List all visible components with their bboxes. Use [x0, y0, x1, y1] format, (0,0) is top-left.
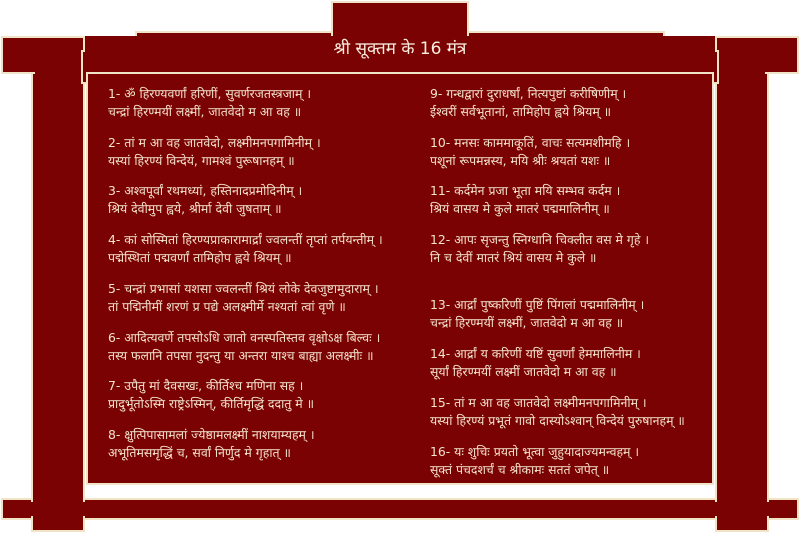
verse-line: 2- तां म आ वह जातवेदो, लक्ष्मीमनपगामिनीम् । — [108, 135, 321, 150]
right-fill — [719, 42, 765, 512]
verse-10 — [430, 134, 630, 170]
left-fill — [35, 42, 81, 512]
verse-line: 4- कां सोस्मितां हिरण्यप्राकारामार्द्रां ज्वलन्तीं तृप्तां तर्पयन्तीम् । — [108, 232, 383, 247]
verse-13 — [430, 296, 644, 332]
verse-line: 15- तां म आ वह जातवेदो लक्ष्मीमनपगामिनीम् । — [430, 395, 647, 410]
verse-line: तां पद्मिनीमीं शरणं प्र पद्ये अलक्ष्मीर्मे नश्यतां त्वां वृणे ॥ — [108, 299, 346, 314]
verse-line: 13- आर्द्रां पुष्करिणीं पुष्टिं पिंगलां पद्ममालिनीम् । — [430, 297, 645, 312]
verse-5 — [108, 280, 379, 316]
verse-4 — [108, 231, 383, 267]
verse-line: 1- ॐ हिरण्यवर्णां हरिणीं, सुवर्णरजतस्त्रजाम् । — [108, 86, 312, 101]
verse-line: सूक्तं पंचदशर्चं च श्रीकामः सततं जपेत् ॥ — [430, 462, 610, 477]
verse-line: सूर्यां हिरण्मयीं लक्ष्मीं जातवेदो म आ वह ॥ — [430, 364, 617, 379]
verse-line: 14- आर्द्रां य करिणीं यष्टिं सुवर्णां हेममालिनीम । — [430, 346, 641, 361]
bottom-fill — [5, 502, 795, 516]
verse-line: 12- आपः सृजन्तु स्निग्धानि चिक्लीत वस मे गृहे । — [430, 232, 650, 247]
verse-line: यस्यां हिरण्यं विन्देयं, गामश्वं पुरूषानहम् ॥ — [108, 153, 295, 168]
page-title: श्री सूक्तम के 16 मंत्र — [333, 39, 467, 59]
verse-6 — [108, 329, 380, 365]
verse-line: 6- आदित्यवर्णे तपसोऽधि जातो वनस्पतिस्तव वृक्षोऽक्ष बिल्वः । — [108, 330, 381, 345]
verse-2 — [108, 134, 321, 170]
verse-line: तस्य फलानि तपसा नुदन्तु या अन्तरा याश्च बाह्या अलक्ष्मीः ॥ — [108, 348, 374, 363]
verse-line: 8- क्षुत्पिपासामलां ज्येष्ठामलक्ष्मीं नाशयाम्यहम् । — [108, 427, 315, 442]
verse-line: पद्मेस्थितां पद्मवर्णां तामिहोप ह्वये श्रियम् ॥ — [108, 250, 292, 265]
verse-line: 11- कर्दमेन प्रजा भूता मयि सम्भव कर्दम । — [430, 183, 621, 198]
verse-16 — [430, 443, 639, 479]
verse-1 — [108, 85, 311, 121]
verse-9 — [430, 85, 626, 121]
verse-line: चन्द्रां हिरण्मयीं लक्ष्मीं, जातवेदो म आ वह ॥ — [430, 315, 624, 330]
verse-14 — [430, 345, 641, 381]
left-base-fill — [35, 500, 81, 528]
verse-3 — [108, 182, 302, 218]
verse-line: 5- चन्द्रां प्रभासां यशसा ज्वलन्तीं श्रियं लोके देवजुष्टामुदाराम् । — [108, 281, 379, 296]
verse-15 — [430, 394, 685, 430]
verse-7 — [108, 377, 314, 413]
verse-line: नि च देवीं मातरं श्रियं वासय मे कुले ॥ — [430, 250, 597, 265]
right-base-fill — [719, 500, 765, 528]
verse-11 — [430, 182, 620, 218]
verse-8 — [108, 426, 315, 462]
verse-line: 10- मनसः काममाकूतिं, वाचः सत्यमशीमहि । — [430, 135, 631, 150]
verse-line: प्रादुर्भूतोऽस्मि राष्ट्रेऽस्मिन्, कीर्तिमृद्धिं ददातु मे ॥ — [108, 396, 315, 411]
verse-line: चन्द्रां हिरण्मयीं लक्ष्मीं, जातवेदो म आ वह ॥ — [108, 104, 302, 119]
verse-line: अभूतिमसमृद्धिं च, सर्वां निर्णुद मे गृहात् ॥ — [108, 445, 291, 460]
verse-line: 16- यः शुचिः प्रयतो भूत्वा जुहुयादाज्यमन्वहम् । — [430, 444, 640, 459]
verse-line: श्रियं वासय मे कुले मातरं पद्ममालिनीम् ॥ — [430, 201, 610, 216]
verse-line: श्रियं देवीमुप ह्वये, श्रीर्मा देवी जुषताम् ॥ — [108, 201, 282, 216]
verse-12 — [430, 231, 649, 267]
verse-line: 7- उपैतु मां दैवसखः, कीर्तिश्च मणिना सह । — [108, 378, 304, 393]
verse-line: ईश्वरीं सर्वभूतानां, तामिहोप ह्वये श्रियम् ॥ — [430, 104, 612, 119]
verse-line: यस्यां हिरण्यं प्रभूतं गावो दास्योऽश्वान् विन्देयं पुरुषानहम् ॥ — [430, 413, 685, 428]
verse-line: 9- गन्धद्वारां दुराधर्षां, नित्यपुष्टां करीषिणीम् । — [430, 86, 627, 101]
verse-line: 3- अश्वपूर्वां रथमध्यां, हस्तिनादप्रमोदिनीम् । — [108, 183, 303, 198]
verse-line: पशूनां रूपमन्नस्य, मयि श्रीः श्रयतां यशः ॥ — [430, 153, 611, 168]
